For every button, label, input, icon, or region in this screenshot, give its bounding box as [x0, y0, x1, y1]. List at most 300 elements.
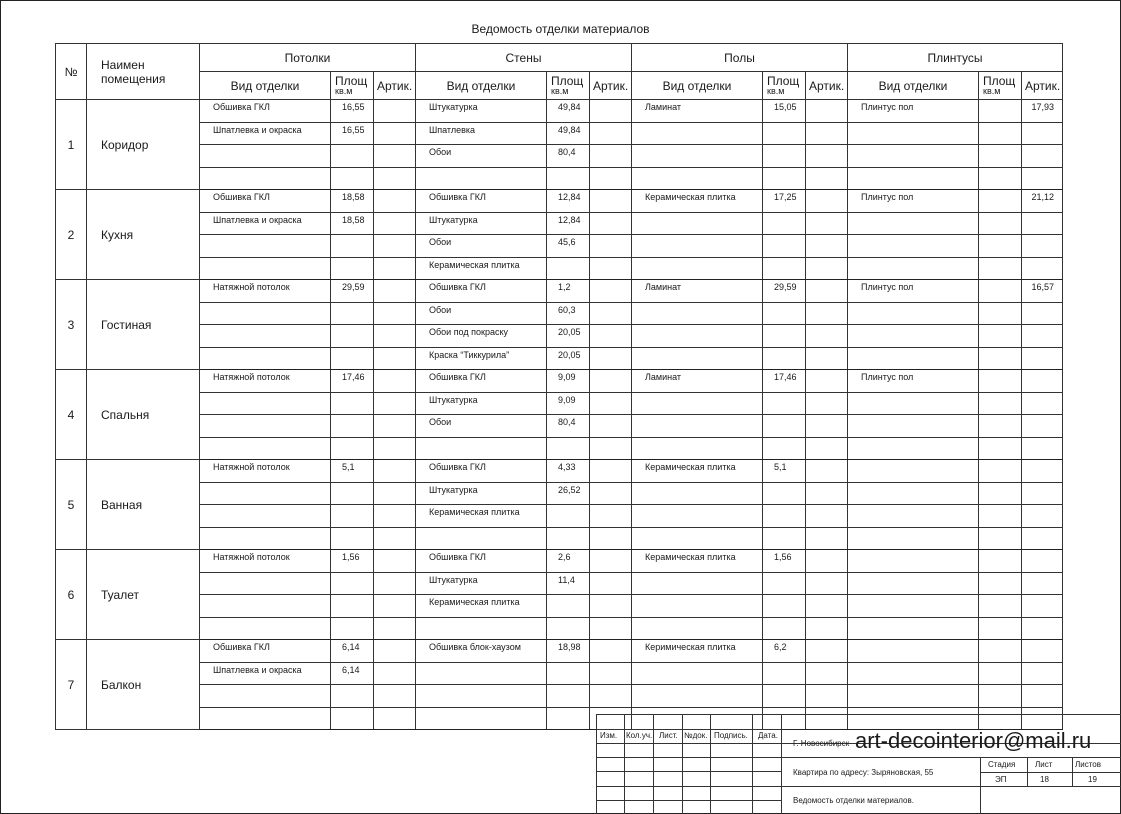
table-cell	[331, 595, 374, 618]
table-cell	[374, 302, 416, 325]
table-cell	[374, 617, 416, 640]
table-cell	[416, 437, 547, 460]
table-cell	[1022, 302, 1063, 325]
table-cell	[848, 145, 979, 168]
table-cell: 49,84	[547, 100, 590, 123]
table-row	[56, 392, 1063, 415]
table-cell	[590, 325, 632, 348]
table-cell	[632, 482, 763, 505]
table-cell	[763, 145, 806, 168]
table-cell	[416, 685, 547, 708]
table-cell	[763, 617, 806, 640]
table-cell	[848, 122, 979, 145]
table-cell	[806, 415, 848, 438]
table-cell	[590, 685, 632, 708]
table-cell	[806, 122, 848, 145]
table-cell: 2,6	[547, 550, 590, 573]
table-cell: Обои	[416, 302, 547, 325]
table-cell	[979, 640, 1022, 663]
table-cell	[806, 257, 848, 280]
table-cell	[590, 100, 632, 123]
table-cell	[979, 257, 1022, 280]
room-name: Балкон	[87, 640, 200, 730]
table-cell	[848, 212, 979, 235]
table-cell	[848, 235, 979, 258]
stamp-stage: ЭП	[995, 775, 1007, 784]
table-cell: 18,58	[331, 190, 374, 213]
table-cell	[848, 167, 979, 190]
table-cell	[374, 527, 416, 550]
table-cell	[632, 617, 763, 640]
table-cell	[632, 662, 763, 685]
table-cell	[331, 145, 374, 168]
table-cell: Обшивка ГКЛ	[416, 460, 547, 483]
table-cell: 18,98	[547, 640, 590, 663]
header-skirting: Плинтусы	[848, 44, 1063, 72]
table-cell	[979, 302, 1022, 325]
table-row	[56, 100, 1063, 123]
table-cell	[979, 437, 1022, 460]
table-cell	[806, 572, 848, 595]
table-row	[56, 505, 1063, 528]
header-floors-article: Артик.	[806, 72, 848, 100]
table-cell	[547, 437, 590, 460]
room-number: 3	[56, 280, 87, 370]
table-cell	[979, 100, 1022, 123]
table-cell: 16,55	[331, 100, 374, 123]
table-cell	[374, 482, 416, 505]
table-cell: Керамическая плитка	[416, 257, 547, 280]
table-cell	[1022, 505, 1063, 528]
table-row	[56, 550, 1063, 573]
table-cell: 29,59	[331, 280, 374, 303]
table-cell	[1022, 527, 1063, 550]
header-floors-area-unit: кв.м	[767, 85, 785, 96]
table-cell	[590, 415, 632, 438]
table-cell: 80,4	[547, 415, 590, 438]
table-cell	[979, 505, 1022, 528]
table-cell	[331, 302, 374, 325]
header-floors-finish: Вид отделки	[632, 72, 763, 100]
table-cell: 29,59	[763, 280, 806, 303]
table-cell	[763, 392, 806, 415]
table-cell: 80,4	[547, 145, 590, 168]
table-cell	[590, 392, 632, 415]
table-cell	[1022, 392, 1063, 415]
table-cell	[331, 505, 374, 528]
table-cell	[979, 527, 1022, 550]
table-row	[56, 640, 1063, 663]
table-cell	[1022, 145, 1063, 168]
table-cell: Шпатлевка и окраска	[200, 122, 331, 145]
table-cell: 1,2	[547, 280, 590, 303]
table-cell	[1022, 122, 1063, 145]
table-cell: 20,05	[547, 325, 590, 348]
table-cell	[374, 685, 416, 708]
table-cell	[200, 707, 331, 730]
table-cell	[1022, 572, 1063, 595]
table-cell	[1022, 482, 1063, 505]
table-cell: Обои под покраску	[416, 325, 547, 348]
table-cell	[374, 145, 416, 168]
table-cell	[547, 167, 590, 190]
table-cell: Плинтус пол	[848, 190, 979, 213]
room-number: 6	[56, 550, 87, 640]
table-row	[56, 460, 1063, 483]
stamp-col-signature: Подпись.	[714, 731, 748, 740]
table-cell	[331, 392, 374, 415]
stamp-city: Г. Новосибирск	[793, 739, 850, 748]
table-cell	[200, 595, 331, 618]
table-cell	[763, 302, 806, 325]
table-cell	[200, 482, 331, 505]
table-cell	[979, 415, 1022, 438]
table-cell	[806, 662, 848, 685]
table-row	[56, 235, 1063, 258]
header-number: №	[56, 44, 87, 100]
stamp-col-change: Изм.	[600, 731, 618, 740]
table-cell	[632, 257, 763, 280]
table-cell: Обшивка ГКЛ	[200, 100, 331, 123]
table-cell	[590, 257, 632, 280]
table-cell	[979, 325, 1022, 348]
header-skirting-area-label: Площ	[983, 73, 1016, 88]
table-cell	[374, 640, 416, 663]
header-walls: Стены	[416, 44, 632, 72]
table-cell	[763, 685, 806, 708]
table-cell	[806, 640, 848, 663]
table-cell: 20,05	[547, 347, 590, 370]
table-cell	[632, 302, 763, 325]
table-cell	[200, 257, 331, 280]
table-cell: 16,57	[1022, 280, 1063, 303]
room-number: 1	[56, 100, 87, 190]
table-cell	[374, 257, 416, 280]
table-cell	[632, 235, 763, 258]
table-cell	[806, 482, 848, 505]
table-cell	[632, 347, 763, 370]
table-cell	[374, 212, 416, 235]
table-cell	[848, 505, 979, 528]
table-cell	[806, 550, 848, 573]
room-number: 7	[56, 640, 87, 730]
table-cell: 17,93	[1022, 100, 1063, 123]
table-cell	[806, 302, 848, 325]
table-cell	[763, 595, 806, 618]
table-cell: 17,46	[331, 370, 374, 393]
table-cell	[848, 415, 979, 438]
stamp-doc-title: Ведомость отделки материалов.	[793, 796, 914, 805]
table-cell	[1022, 370, 1063, 393]
table-cell: Натяжной потолок	[200, 370, 331, 393]
table-cell: Штукатурка	[416, 100, 547, 123]
table-cell	[806, 460, 848, 483]
table-cell: 9,09	[547, 370, 590, 393]
table-cell	[1022, 212, 1063, 235]
table-cell: 15,05	[763, 100, 806, 123]
table-cell	[200, 145, 331, 168]
room-name: Коридор	[87, 100, 200, 190]
table-cell	[200, 685, 331, 708]
table-cell	[806, 617, 848, 640]
table-cell	[1022, 235, 1063, 258]
table-row	[56, 190, 1063, 213]
header-floors: Полы	[632, 44, 848, 72]
room-name: Ванная	[87, 460, 200, 550]
table-cell	[979, 235, 1022, 258]
table-row	[56, 302, 1063, 325]
header-walls-area-unit: кв.м	[551, 85, 569, 96]
table-cell	[848, 257, 979, 280]
table-cell: Шпатлевка	[416, 122, 547, 145]
table-cell	[590, 640, 632, 663]
table-cell	[979, 572, 1022, 595]
header-ceilings: Потолки	[200, 44, 416, 72]
table-cell	[1022, 257, 1063, 280]
table-cell	[590, 370, 632, 393]
table-cell	[1022, 550, 1063, 573]
table-cell	[848, 685, 979, 708]
table-cell	[1022, 617, 1063, 640]
table-cell	[590, 460, 632, 483]
table-cell	[632, 415, 763, 438]
table-cell	[979, 167, 1022, 190]
table-cell	[763, 572, 806, 595]
table-cell	[1022, 167, 1063, 190]
table-cell	[979, 685, 1022, 708]
header-walls-article: Артик.	[590, 72, 632, 100]
header-ceilings-finish: Вид отделки	[200, 72, 331, 100]
table-row	[56, 572, 1063, 595]
table-cell	[632, 595, 763, 618]
table-cell	[374, 122, 416, 145]
table-cell: Обшивка ГКЛ	[416, 370, 547, 393]
table-cell	[806, 370, 848, 393]
table-cell	[331, 572, 374, 595]
table-cell	[547, 662, 590, 685]
table-cell	[590, 527, 632, 550]
table-cell	[979, 392, 1022, 415]
table-cell	[547, 595, 590, 618]
table-cell	[979, 280, 1022, 303]
stamp-email: art-decointerior@mail.ru	[855, 728, 1092, 753]
table-cell	[374, 370, 416, 393]
table-cell	[331, 527, 374, 550]
table-cell	[763, 347, 806, 370]
room-name: Гостиная	[87, 280, 200, 370]
table-cell	[374, 437, 416, 460]
table-cell	[331, 685, 374, 708]
table-cell	[374, 460, 416, 483]
table-cell: 45,6	[547, 235, 590, 258]
header-skirting-area-unit: кв.м	[983, 85, 1001, 96]
table-cell	[416, 617, 547, 640]
table-cell	[1022, 325, 1063, 348]
table-cell	[632, 437, 763, 460]
table-cell	[806, 235, 848, 258]
table-cell	[200, 235, 331, 258]
title-block	[596, 714, 1121, 814]
table-cell	[416, 662, 547, 685]
table-cell	[331, 257, 374, 280]
table-row	[56, 527, 1063, 550]
document-title: Ведомость отделки материалов	[471, 22, 650, 36]
table-cell	[590, 595, 632, 618]
table-cell	[763, 527, 806, 550]
header-floors-area-label: Площ	[767, 73, 800, 88]
table-cell: Краска “Тиккурила”	[416, 347, 547, 370]
table-cell	[848, 347, 979, 370]
table-cell: Штукатурка	[416, 572, 547, 595]
table-cell: Обои	[416, 235, 547, 258]
table-cell	[806, 280, 848, 303]
table-cell	[979, 122, 1022, 145]
table-row	[56, 415, 1063, 438]
table-cell	[590, 437, 632, 460]
table-cell	[806, 145, 848, 168]
table-cell: 17,25	[763, 190, 806, 213]
table-cell	[763, 505, 806, 528]
table-cell	[590, 572, 632, 595]
table-cell: Обшивка блок-хаузом	[416, 640, 547, 663]
table-cell	[848, 325, 979, 348]
table-cell: 6,2	[763, 640, 806, 663]
table-row	[56, 370, 1063, 393]
table-body	[56, 100, 1063, 730]
table-cell	[416, 527, 547, 550]
table-cell: 6,14	[331, 640, 374, 663]
table-cell: Керамическая плитка	[416, 505, 547, 528]
table-cell	[590, 145, 632, 168]
table-cell	[374, 190, 416, 213]
table-cell	[979, 370, 1022, 393]
table-cell	[848, 595, 979, 618]
table-cell: Плинтус пол	[848, 280, 979, 303]
table-cell	[590, 122, 632, 145]
table-cell	[331, 482, 374, 505]
table-cell: 17,46	[763, 370, 806, 393]
table-row	[56, 482, 1063, 505]
table-row	[56, 325, 1063, 348]
table-cell: 5,1	[763, 460, 806, 483]
table-cell	[547, 505, 590, 528]
table-cell	[1022, 460, 1063, 483]
table-cell	[848, 640, 979, 663]
table-cell	[848, 617, 979, 640]
table-cell	[1022, 595, 1063, 618]
table-cell	[374, 415, 416, 438]
table-cell	[331, 617, 374, 640]
table-cell	[374, 167, 416, 190]
table-cell	[200, 572, 331, 595]
table-cell: 49,84	[547, 122, 590, 145]
table-cell: Ламинат	[632, 280, 763, 303]
table-cell	[374, 595, 416, 618]
table-cell: Ламинат	[632, 370, 763, 393]
table-cell: Ламинат	[632, 100, 763, 123]
table-cell	[806, 212, 848, 235]
table-cell	[590, 347, 632, 370]
table-cell	[590, 617, 632, 640]
table-cell	[200, 505, 331, 528]
table-cell	[979, 482, 1022, 505]
table-cell	[200, 347, 331, 370]
table-cell	[979, 550, 1022, 573]
table-cell	[374, 550, 416, 573]
table-cell	[763, 415, 806, 438]
table-cell	[590, 302, 632, 325]
table-cell	[632, 122, 763, 145]
table-cell	[1022, 415, 1063, 438]
table-cell: Штукатурка	[416, 392, 547, 415]
table-cell: 11,4	[547, 572, 590, 595]
table-cell	[763, 122, 806, 145]
table-cell: 21,12	[1022, 190, 1063, 213]
table-cell: Плинтус пол	[848, 100, 979, 123]
table-cell	[331, 437, 374, 460]
stamp-stage-label: Стадия	[988, 760, 1016, 769]
table-cell	[200, 302, 331, 325]
table-row	[56, 662, 1063, 685]
table-cell: Обшивка ГКЛ	[416, 280, 547, 303]
table-row	[56, 122, 1063, 145]
table-cell	[200, 167, 331, 190]
table-row	[56, 437, 1063, 460]
table-cell: Натяжной потолок	[200, 460, 331, 483]
header-room: Наимен помещения	[87, 44, 200, 100]
table-cell	[200, 617, 331, 640]
table-cell	[806, 167, 848, 190]
stamp-col-qty: Кол.уч.	[626, 731, 653, 740]
table-cell	[632, 167, 763, 190]
table-cell	[806, 325, 848, 348]
table-cell: 18,58	[331, 212, 374, 235]
table-cell: Керамическая плитка	[632, 460, 763, 483]
room-name: Спальня	[87, 370, 200, 460]
table-cell	[200, 437, 331, 460]
table-cell	[331, 235, 374, 258]
room-number: 5	[56, 460, 87, 550]
table-cell: 1,56	[763, 550, 806, 573]
table-cell	[806, 392, 848, 415]
table-cell	[374, 707, 416, 730]
header-walls-area-label: Площ	[551, 73, 584, 88]
table-cell	[374, 235, 416, 258]
table-cell	[763, 257, 806, 280]
table-cell	[632, 325, 763, 348]
room-name: Кухня	[87, 190, 200, 280]
table-cell: 5,1	[331, 460, 374, 483]
table-cell: 1,56	[331, 550, 374, 573]
table-cell: Керимическая плитка	[632, 640, 763, 663]
table-row	[56, 212, 1063, 235]
header-walls-finish: Вид отделки	[416, 72, 547, 100]
table-cell	[848, 437, 979, 460]
table-cell	[1022, 662, 1063, 685]
table-cell: 12,84	[547, 212, 590, 235]
table-cell: Шпатлевка и окраска	[200, 212, 331, 235]
table-cell	[200, 527, 331, 550]
table-cell: Обои	[416, 415, 547, 438]
table-cell	[331, 707, 374, 730]
table-cell	[979, 347, 1022, 370]
table-cell: Обшивка ГКЛ	[200, 640, 331, 663]
table-cell	[632, 505, 763, 528]
table-cell: Обшивка ГКЛ	[416, 550, 547, 573]
table-cell	[200, 415, 331, 438]
table-cell	[331, 347, 374, 370]
table-cell	[374, 572, 416, 595]
